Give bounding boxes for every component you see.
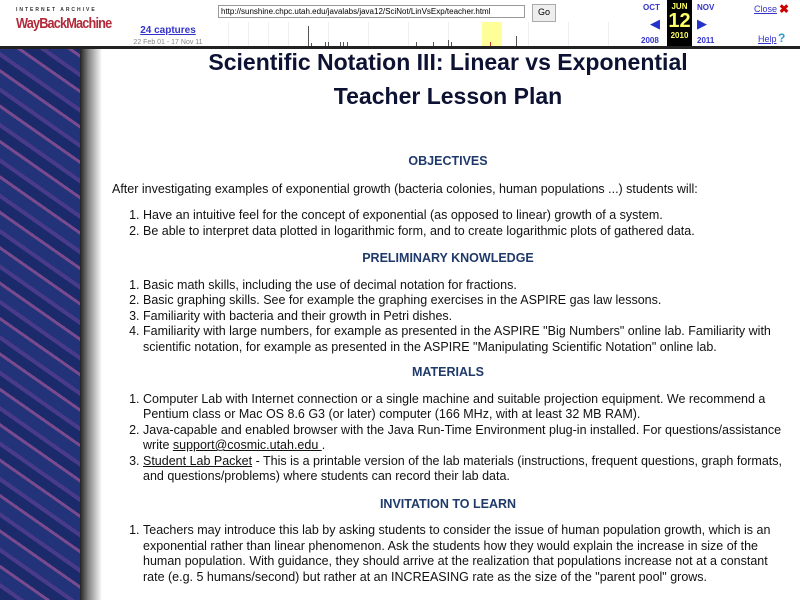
page-subtitle: Teacher Lesson Plan <box>333 82 563 109</box>
capture-range: 22 Feb 01 - 17 Nov 11 <box>133 39 203 46</box>
logo-main-text: WayBackMachine <box>16 15 112 32</box>
item-text: Java-capable and enabled browser with the Java Run-Time Environment plug-in installed. For questions/assistance write <box>143 422 782 452</box>
materials-heading: MATERIALS <box>412 365 484 379</box>
wayback-logo[interactable] <box>16 7 112 41</box>
objectives-intro: After investigating examples of exponential growth (bacteria colonies, human populations ...) students will: <box>112 181 698 196</box>
item-text: . <box>321 438 326 452</box>
objectives-list <box>112 208 784 239</box>
captures-link[interactable]: 24 captures <box>140 25 196 36</box>
list-item <box>143 423 784 454</box>
url-input[interactable] <box>218 5 525 18</box>
preliminary-heading: PRELIMINARY KNOWLEDGE <box>362 251 534 265</box>
preliminary-list <box>112 278 784 356</box>
list-item: 1. Computer Lab with Internet connection or a single machine and suitable projection equipment. We recommend a Pentium class or Mac OS 8.6 G3 (or later) computer (166 MHz, with at least 32 MB RAM). <box>143 392 784 423</box>
decorative-sidebar <box>0 49 80 600</box>
list-item: 2. Basic graphing skills. See for example the graphing exercises in the ASPIRE gas law lessons. <box>143 293 784 309</box>
list-item: 3. Familiarity with bacteria and their growth in Petri dishes. <box>143 309 784 325</box>
list-item: 1. Teachers may introduce this lab by asking students to consider the issue of human population growth, which is an exponential rather than linear phenomenon. Ask the students how they would explain the increase in size of the human population. With guidance, they should arrive at the realization that populations increase not at a constant rate (e.g. 5 humans/second) but rather at an INCREASING rate as the size of the "parent pool" grows. <box>143 523 784 585</box>
list-item: 1. Basic math skills, including the use of decimal notation for fractions. <box>143 278 784 294</box>
support-email-link[interactable]: support@cosmic.utah.edu <box>172 438 322 452</box>
invitation-heading: INVITATION TO LEARN <box>379 496 517 511</box>
list-item <box>143 454 784 485</box>
item-text: - This is a printable version of the lab materials (instructions, frequent questions, graph formats, and questions/problems) where students can record their lab data. <box>143 453 782 483</box>
list-item: 1. Have an intuitive feel for the concept of exponential (as opposed to linear) growth of a system. <box>143 208 784 224</box>
current-month: JUN <box>671 2 688 11</box>
prev-year[interactable]: 2008 <box>641 36 659 45</box>
capture-sparkline[interactable] <box>208 22 633 46</box>
page-title: Scientific Notation III: Linear vs Exponential <box>208 49 688 75</box>
current-date <box>667 0 692 46</box>
materials-list <box>112 392 784 485</box>
prev-month[interactable]: OCT <box>643 3 660 12</box>
next-year[interactable]: 2011 <box>697 36 715 45</box>
prev-arrow-icon[interactable]: ◀ <box>650 16 660 31</box>
next-arrow-icon[interactable]: ▶ <box>697 16 707 31</box>
student-lab-packet-link[interactable]: Student Lab Packet <box>143 453 253 468</box>
wayback-toolbar <box>0 0 800 49</box>
sidebar-shadow <box>80 49 102 600</box>
list-item: 4. Familiarity with large numbers, for example as presented in the ASPIRE "Big Numbers" online lab. Familiarity with scientific notation, for example as presented in the ASPIRE "Manipulating Scientific Notation" online lab. <box>143 324 784 355</box>
lesson-content <box>112 49 784 585</box>
objectives-heading: OBJECTIVES <box>408 154 488 168</box>
close-icon[interactable]: ✖ <box>779 2 790 16</box>
current-year: 2010 <box>670 31 689 40</box>
logo-top-text: INTERNET ARCHIVE <box>16 7 97 13</box>
current-day: 12 <box>668 10 691 32</box>
help-link[interactable]: Help <box>758 34 777 44</box>
list-item: 2. Be able to interpret data plotted in logarithmic form, and to create logarithmic plots of gathered data. <box>143 224 784 240</box>
close-link[interactable]: Close <box>754 4 778 14</box>
next-month[interactable]: NOV <box>697 3 715 12</box>
go-button[interactable]: Go <box>532 4 556 22</box>
invitation-list <box>112 523 784 585</box>
help-icon[interactable]: ? <box>778 31 786 45</box>
